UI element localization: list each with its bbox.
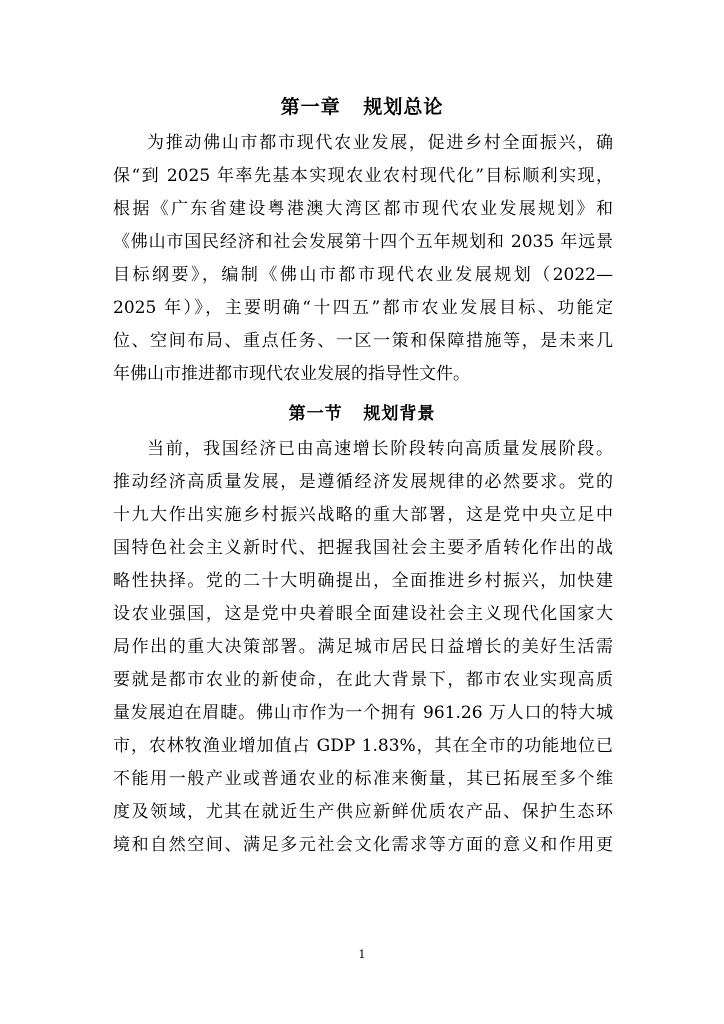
text-line: 不能用一般产业或普通农业的标准来衡量，其已拓展至多个维	[113, 769, 613, 789]
text-line: 根据《广东省建设粤港澳大湾区都市现代农业发展规划》和	[113, 199, 613, 219]
text-line: 境和自然空间、满足多元社会文化需求等方面的意义和作用更	[113, 835, 613, 855]
text-line: 略性抉择。党的二十大明确提出，全面推进乡村振兴，加快建	[113, 571, 613, 591]
text-line: 为推动佛山市都市现代农业发展，促进乡村全面振兴，确	[147, 133, 613, 153]
chapter-title: 第一章 规划总论	[280, 96, 444, 118]
text-line: 局作出的重大决策部署。满足城市居民日益增长的美好生活需	[113, 637, 613, 657]
text-line: 要就是都市农业的新使命，在此大背景下，都市农业实现高质	[113, 670, 613, 690]
text-line: 保“到 2025 年率先基本实现农业农村现代化”目标顺利实现，	[113, 166, 613, 186]
text-line: 十九大作出实施乡村振兴战略的重大部署，这是党中央立足中	[113, 505, 613, 525]
section-title: 第一节 规划背景	[288, 404, 436, 424]
text-line: 量发展迫在眉睫。佛山市作为一个拥有 961.26 万人口的特大城	[113, 703, 613, 723]
text-line: 目标纲要》，编制《佛山市都市现代农业发展规划（2022—	[113, 265, 613, 285]
text-line: 2025 年）》，主要明确“十四五”都市农业发展目标、功能定	[113, 298, 613, 318]
paragraph-1	[113, 127, 613, 391]
text-line: 《佛山市国民经济和社会发展第十四个五年规划和 2035 年远景	[113, 232, 613, 252]
text-line: 设农业强国，这是党中央着眼全面建设社会主义现代化国家大	[113, 604, 613, 624]
text-line: 国特色社会主义新时代、把握我国社会主要矛盾转化作出的战	[113, 538, 613, 558]
paragraph-2	[113, 433, 613, 862]
text-line: 度及领域，尤其在就近生产供应新鲜优质农产品、保护生态环	[113, 802, 613, 822]
text-line: 当前，我国经济已由高速增长阶段转向高质量发展阶段。	[147, 439, 613, 459]
text-line: 推动经济高质量发展，是遵循经济发展规律的必然要求。党的	[113, 472, 613, 492]
text-line: 市，农林牧渔业增加值占 GDP 1.83%，其在全市的功能地位已	[113, 736, 613, 756]
text-line: 位、空间布局、重点任务、一区一策和保障措施等，是未来几	[113, 331, 613, 351]
text-line: 年佛山市推进都市现代农业发展的指导性文件。	[113, 364, 470, 384]
page-number: 1	[358, 948, 366, 961]
